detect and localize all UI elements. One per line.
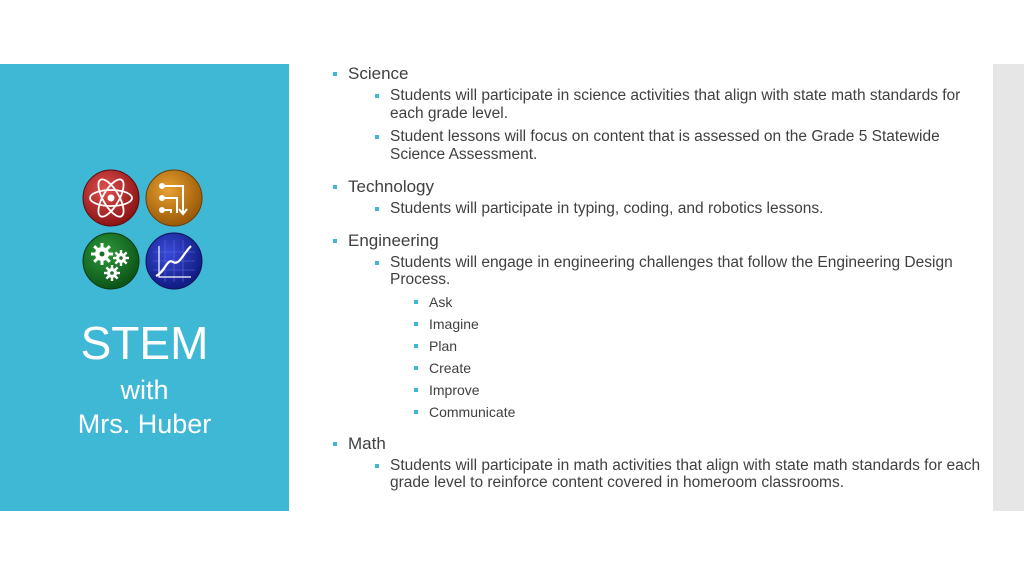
section-heading-engineering: [333, 231, 988, 251]
bullet: [375, 464, 379, 468]
bullet: [375, 207, 379, 211]
design-step: [414, 358, 988, 378]
stem-icon-grid: [82, 169, 206, 293]
list-item: [375, 128, 988, 163]
bullet: [414, 410, 418, 414]
design-step-text: Imagine: [429, 315, 479, 332]
list-item-text: Students will participate in math activities that align with state math standards for each grade level to reinforce content covered in homeroom classrooms.: [390, 456, 981, 491]
list-item-text: Students will participate in typing, coding, and robotics lessons.: [390, 200, 824, 217]
design-step: [414, 402, 988, 422]
list-item: [375, 87, 988, 122]
design-step: [414, 292, 988, 312]
design-step-text: Create: [429, 359, 472, 376]
section-heading-text: Science: [348, 64, 409, 83]
section-heading-text: Engineering: [348, 230, 439, 250]
bullet: [414, 322, 418, 326]
flowchart-icon: [145, 169, 203, 227]
slide-subtitle-with: with: [120, 375, 169, 405]
bullet: [375, 94, 379, 98]
design-step: [414, 380, 988, 400]
design-step-text: Improve: [429, 381, 480, 398]
design-step: [414, 314, 988, 334]
title-panel: [0, 64, 289, 511]
bullet: [414, 388, 418, 392]
design-step-text: Plan: [429, 337, 458, 354]
design-step-text: Ask: [429, 293, 453, 310]
graph-icon: [145, 232, 203, 290]
section-heading-text: Math: [348, 433, 386, 453]
list-item-text: Student lessons will focus on content that is assessed on the Grade 5 Statewide Science Assessment.: [390, 128, 940, 163]
list-item: [375, 457, 988, 492]
section-heading-text: Technology: [348, 177, 435, 196]
list-item: [375, 254, 988, 289]
bullet: [333, 239, 337, 243]
design-step: [414, 336, 988, 356]
list-item-text: Students will engage in engineering challenges that follow the Engineering Design Process.: [390, 253, 953, 288]
bullet: [333, 185, 337, 189]
bullet: [414, 344, 418, 348]
list-item: [375, 200, 988, 218]
slide-subtitle-teacher: Mrs. Huber: [77, 409, 212, 439]
bullet: [375, 135, 379, 139]
content-list: [333, 64, 988, 492]
slide-title: STEM: [80, 317, 209, 369]
side-strip: [993, 64, 1024, 511]
bullet: [333, 442, 337, 446]
list-item-text: Students will participate in science activities that align with state math standards for each grade level.: [390, 87, 961, 122]
section-heading-technology: [333, 177, 988, 197]
atom-icon: [82, 169, 140, 227]
gears-icon: [82, 232, 140, 290]
bullet: [414, 366, 418, 370]
bullet: [414, 300, 418, 304]
bullet: [333, 72, 337, 76]
design-step-text: Communicate: [429, 403, 516, 420]
bullet: [375, 261, 379, 265]
section-heading-science: [333, 64, 988, 84]
section-heading-math: [333, 434, 988, 454]
